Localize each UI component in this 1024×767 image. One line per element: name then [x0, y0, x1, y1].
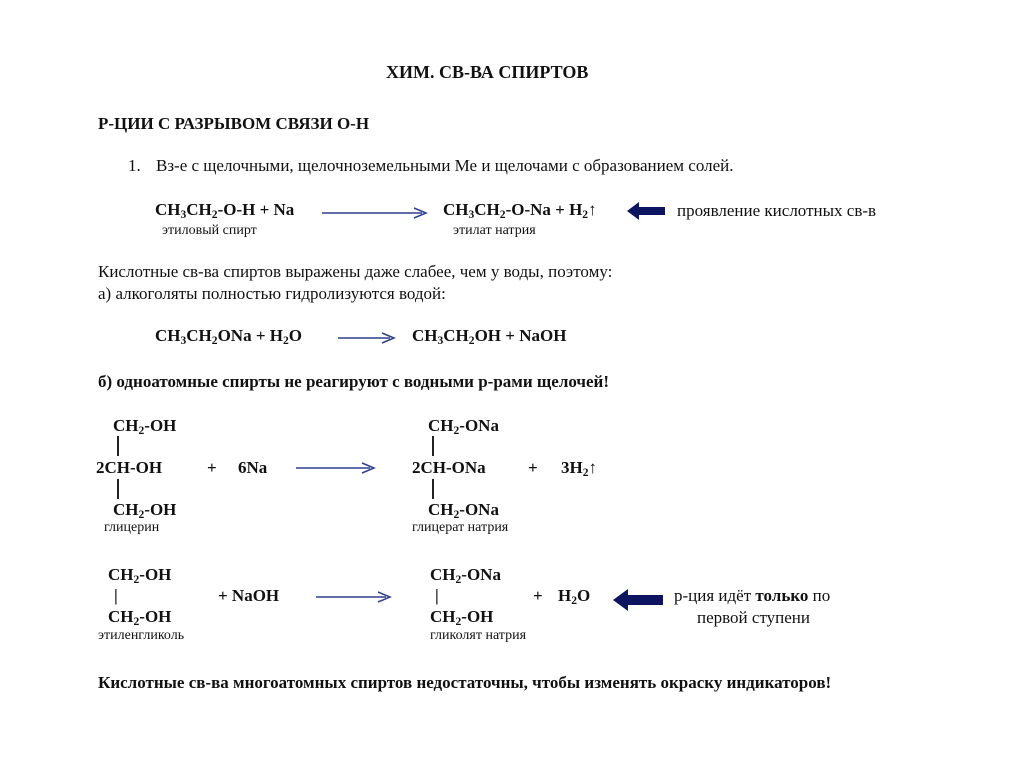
reaction3-left-top: $CH_2-OH$: [113, 416, 177, 437]
reaction-arrow: [316, 590, 396, 604]
reaction3-gas: $3H_2↑$: [561, 458, 598, 479]
bond-line: |: [114, 586, 118, 605]
bond-line: [117, 436, 119, 456]
plus-sign: +: [207, 458, 217, 477]
plus-sign: +: [533, 586, 543, 605]
reaction4-note-line2: первой ступени: [697, 608, 810, 627]
reaction4-reactant-name: этиленгликоль: [98, 628, 185, 643]
block-arrow-left-icon: [626, 200, 666, 222]
reaction4-left-top: $CH_2-OH$: [108, 565, 172, 586]
reaction1-note: проявление кислотных св-в: [677, 201, 877, 220]
reaction1-reactant: $CH_3CH_2-O-H + Na$: [155, 200, 295, 221]
text-line-1: Кислотные св-ва спиртов выражены даже слабее, чем у воды, поэтому:: [98, 262, 613, 281]
text-line-3: б) одноатомные спирты не реагируют с водными р-рами щелочей!: [98, 372, 610, 391]
reaction3-reagent: 6Na: [238, 458, 268, 477]
reaction2-product: $CH_3CH_2OH$ + NaOH: [412, 326, 567, 347]
reaction3-right-bottom: $CH_2$-ONa: [428, 500, 499, 521]
reaction4-product-name: гликолят натрия: [430, 628, 527, 643]
reaction1-product-name: этилат натрия: [453, 223, 536, 238]
conclusion-paragraph: Кислотные св-ва многоатомных спиртов недостаточны, чтобы изменять окраску индикаторов!: [98, 673, 832, 692]
bond-line: |: [435, 586, 439, 605]
reaction4-right-bottom: $CH_2-OH$: [430, 607, 494, 628]
bond-line: [117, 479, 119, 499]
reaction4-water: $H_2O$: [558, 586, 591, 607]
list-number: 1.: [128, 156, 141, 175]
section-heading: Р-ЦИИ С РАЗРЫВОМ СВЯЗИ О-Н: [98, 114, 370, 133]
reaction2-reactant: $CH_3CH_2ONa + H_2O$: [155, 326, 302, 347]
reaction4-note-line1: р-ция идёт только по: [674, 586, 831, 605]
list-item-text: Вз-е с щелочными, щелочноземельными Ме и щелочами с образованием солей.: [156, 156, 734, 175]
reaction1-reactant-name: этиловый спирт: [162, 223, 257, 238]
reaction3-product-name: глицерат натрия: [412, 520, 509, 535]
bond-line: [432, 479, 434, 499]
plus-sign: +: [528, 458, 538, 477]
reaction4-reagent: + NaOH: [218, 586, 280, 605]
reaction-arrow: [338, 331, 400, 345]
reaction3-right-top: $CH_2$-ONa: [428, 416, 499, 437]
text-line-2: а) алкоголяты полностью гидролизуются водой:: [98, 284, 446, 303]
reaction3-right-mid: 2CH-ONa: [412, 458, 486, 477]
reaction3-left-bottom: $CH_2-OH$: [113, 500, 177, 521]
reaction4-left-bottom: $CH_2-OH$: [108, 607, 172, 628]
reaction4-right-top: $CH_2$-ONa: [430, 565, 501, 586]
reaction-arrow: [322, 206, 434, 220]
block-arrow-left-icon: [612, 587, 664, 613]
reaction1-product: $CH_3CH_2-O-Na$ + $H_2↑$: [443, 200, 597, 221]
reaction-arrow: [296, 461, 380, 475]
reaction3-reactant-name: глицерин: [104, 520, 160, 535]
reaction3-left-mid: 2CH-OH: [96, 458, 163, 477]
page-title: ХИМ. СВ-ВА СПИРТОВ: [386, 62, 589, 82]
bond-line: [432, 436, 434, 456]
